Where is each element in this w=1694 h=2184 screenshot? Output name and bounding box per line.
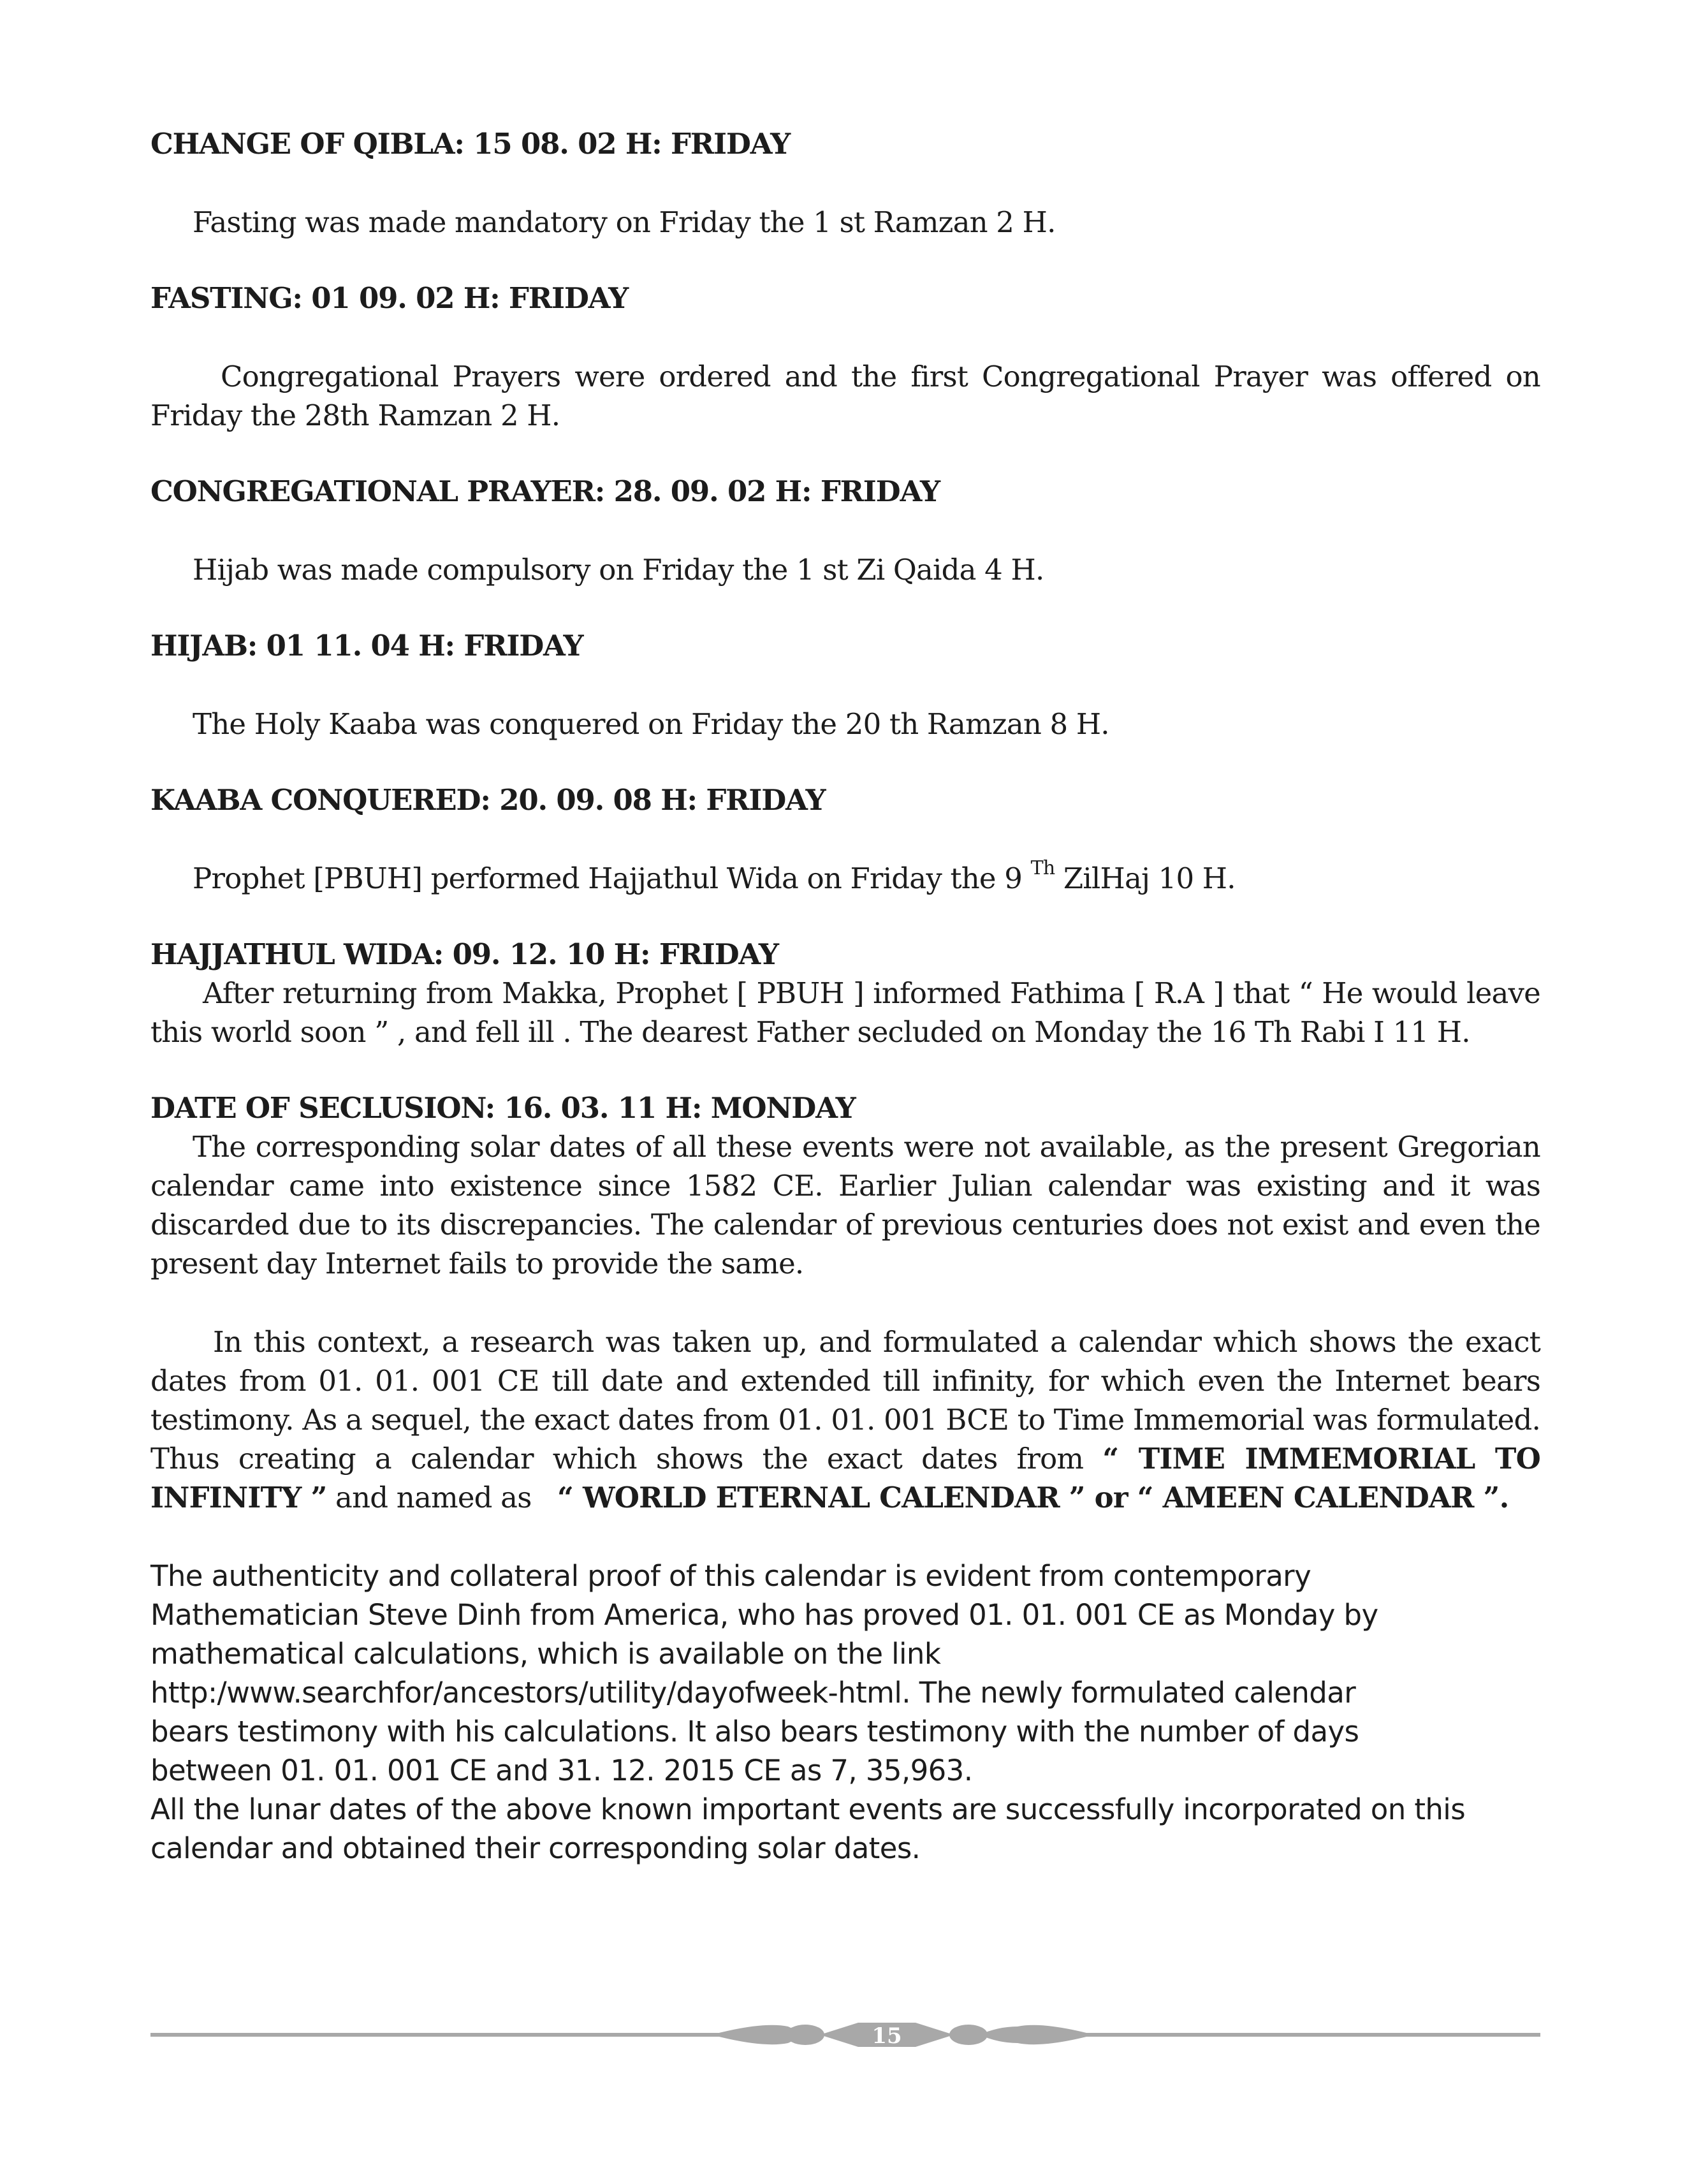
ornament-shapes bbox=[150, 2023, 1540, 2047]
research-named-as: and named as bbox=[326, 1481, 558, 1514]
paragraph-research bbox=[150, 1323, 1540, 1517]
research-text: In this context, a research was taken up, and formulated a calendar which shows the exact dates from 01. 01. 001 CE till date and extended till infinity, for which even the Internet bears testimony. As a sequel, the exact dates from 01. 01. 001 BCE to Time Immemorial was formulated. Thus creating a calendar which shows the exact dates from bbox=[150, 1325, 1540, 1476]
page-number: 15 bbox=[872, 2023, 902, 2049]
hajjathul-text-end: ZilHaj 10 H. bbox=[1055, 861, 1236, 895]
hajjathul-text-start: Prophet [PBUH] performed Hajjathul Wida on Friday the 9 bbox=[193, 861, 1023, 895]
hajjathul-superscript: Th bbox=[1030, 857, 1055, 879]
proof-line: mathematical calculations, which is available on the link bbox=[150, 1637, 941, 1671]
proof-block bbox=[150, 1557, 1540, 1868]
footer-ornament bbox=[150, 2009, 1540, 2060]
heading-seclusion: DATE OF SECLUSION: 16. 03. 11 H: MONDAY bbox=[150, 1091, 856, 1125]
proof-link-line: http:/www.searchfor/ancestors/utility/dayofweek-html. The newly formulated calendar bbox=[150, 1676, 1356, 1710]
proof-line: calendar and obtained their corresponding solar dates. bbox=[150, 1831, 921, 1865]
proof-line: All the lunar dates of the above known important events are successfully incorporated on this bbox=[150, 1792, 1466, 1826]
ornament-right-leaf bbox=[979, 2025, 1094, 2044]
heading-hijab: HIJAB: 01 11. 04 H: FRIDAY bbox=[150, 629, 583, 663]
proof-line: Mathematician Steve Dinh from America, who has proved 01. 01. 001 CE as Monday by bbox=[150, 1598, 1378, 1632]
page-content bbox=[150, 124, 1540, 1868]
heading-kaaba: KAABA CONQUERED: 20. 09. 08 H: FRIDAY bbox=[150, 783, 826, 817]
proof-line: bears testimony with his calculations. It also bears testimony with the number of days bbox=[150, 1715, 1359, 1748]
heading-fasting: FASTING: 01 09. 02 H: FRIDAY bbox=[150, 281, 629, 315]
heading-qibla: CHANGE OF QIBLA: 15 08. 02 H: FRIDAY bbox=[150, 127, 791, 161]
proof-line: between 01. 01. 001 CE and 31. 12. 2015 CE as 7, 35,963. bbox=[150, 1754, 973, 1787]
paragraph-hijab: Hijab was made compulsory on Friday the 1 st Zi Qaida 4 H. bbox=[193, 553, 1044, 587]
paragraph-seclusion-story: After returning from Makka, Prophet [ PBUH ] informed Fathima [ R.A ] that “ He would leave this world soon ” , and fell ill . The dearest Father secluded on Monday the 16 Th Rabi I 11 H. bbox=[150, 976, 1540, 1049]
heading-hajjathul: HAJJATHUL WIDA: 09. 12. 10 H: FRIDAY bbox=[150, 937, 778, 971]
page-footer bbox=[150, 2009, 1540, 2060]
paragraph-solar-dates: The corresponding solar dates of all these events were not available, as the present Gregorian calendar came into existence since 1582 CE. Earlier Julian calendar was existing and it was discarded due to its discrepancies. The calendar of previous centuries does not exist and even the present day Internet fails to provide the same. bbox=[150, 1130, 1540, 1280]
paragraph-fasting: Fasting was made mandatory on Friday the 1 st Ramzan 2 H. bbox=[193, 205, 1056, 239]
ornament-left-leaf bbox=[712, 2025, 798, 2044]
proof-line: The authenticity and collateral proof of this calendar is evident from contemporary bbox=[150, 1559, 1311, 1593]
ornament-left-bead bbox=[786, 2025, 824, 2045]
paragraph-congregational: Congregational Prayers were ordered and the first Congregational Prayer was offered on Friday the 28th Ramzan 2 H. bbox=[150, 360, 1540, 432]
footer-rule-left bbox=[150, 2033, 724, 2037]
research-bold-infinity: “ TIME IMMEMORIAL TO INFINITY ” bbox=[150, 1442, 1540, 1514]
paragraph-kaaba: The Holy Kaaba was conquered on Friday the 20 th Ramzan 8 H. bbox=[193, 707, 1109, 741]
heading-congregational: CONGREGATIONAL PRAYER: 28. 09. 02 H: FRIDAY bbox=[150, 474, 940, 508]
paragraph-hajjathul bbox=[150, 859, 1540, 898]
research-bold-calendar-name: “ WORLD ETERNAL CALENDAR ” or “ AMEEN CALENDAR ”. bbox=[557, 1481, 1509, 1514]
